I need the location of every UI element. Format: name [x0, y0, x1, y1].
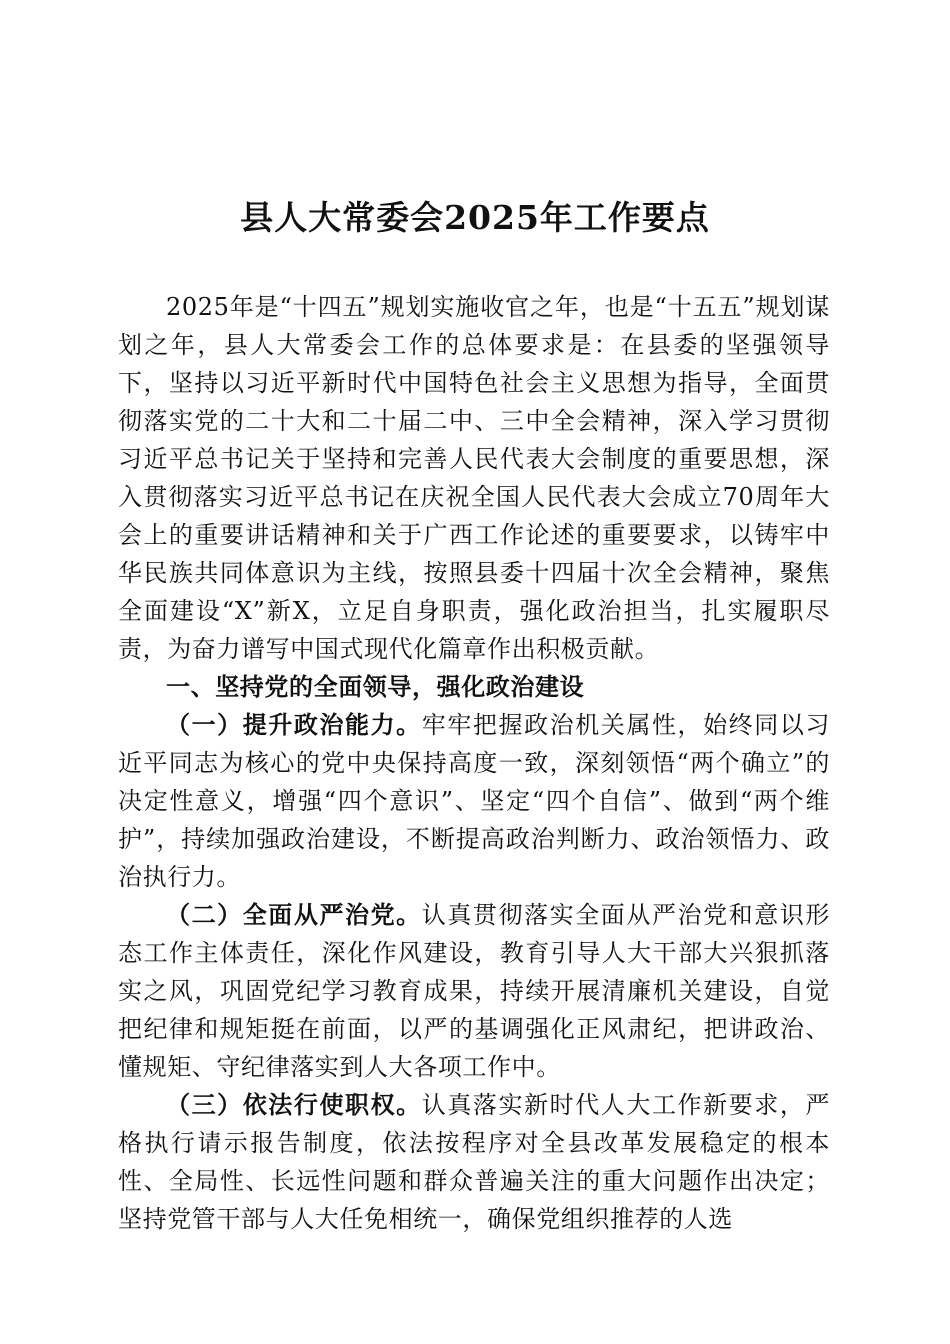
item-paragraph-3	[118, 1086, 830, 1238]
document-title: 县人大常委会2025年工作要点	[240, 198, 710, 237]
item-text-2: 认真贯彻落实全面从严治党和意识形态工作主体责任，深化作风建设，教育引导人大干部大兴狠抓落实之风，巩固党纪学习教育成果，持续开展清廉机关建设，自觉把纪律和规矩挺在前面，以严的基调强化正风肃纪，把讲政治、懂规矩、守纪律落实到人大各项工作中。	[118, 901, 830, 1081]
section-heading-1: 一、坚持党的全面领导，强化政治建设	[166, 673, 585, 701]
item-paragraph-2	[118, 896, 830, 1086]
item-paragraph-1	[118, 706, 830, 896]
item-lead-1: （一）提升政治能力。	[166, 711, 422, 739]
item-text-3: 认真落实新时代人大工作新要求，严格执行请示报告制度，依法按程序对全县改革发展稳定的根本性、全局性、长远性问题和群众普遍关注的重大问题作出决定；坚持党管干部与人大任免相统一，确保党组织推荐的人选	[118, 1091, 830, 1233]
intro-paragraph: 2025年是“十四五”规划实施收官之年，也是“十五五”规划谋划之年，县人大常委会工作的总体要求是：在县委的坚强领导下，坚持以习近平新时代中国特色社会主义思想为指导，全面贯彻落实党的二十大和二十届二中、三中全会精神，深入学习贯彻习近平总书记关于坚持和完善人民代表大会制度的重要思想，深入贯彻落实习近平总书记在庆祝全国人民代表大会成立70周年大会上的重要讲话精神和关于广西工作论述的重要要求，以铸牢中华民族共同体意识为主线，按照县委十四届十次全会精神，聚焦全面建设“X”新X，立足自身职责，强化政治担当，扎实履职尽责，为奋力谱写中国式现代化篇章作出积极贡献。	[118, 293, 830, 663]
item-text-1: 牢牢把握政治机关属性，始终同以习近平同志为核心的党中央保持高度一致，深刻领悟“两个确立”的决定性意义，增强“四个意识”、坚定“四个自信”、做到“两个维护”，持续加强政治建设，不断提高政治判断力、政治领悟力、政治执行力。	[118, 711, 830, 891]
item-lead-3: （三）依法行使职权。	[166, 1091, 422, 1119]
item-lead-2: （二）全面从严治党。	[166, 901, 422, 929]
document-body	[118, 288, 830, 1238]
